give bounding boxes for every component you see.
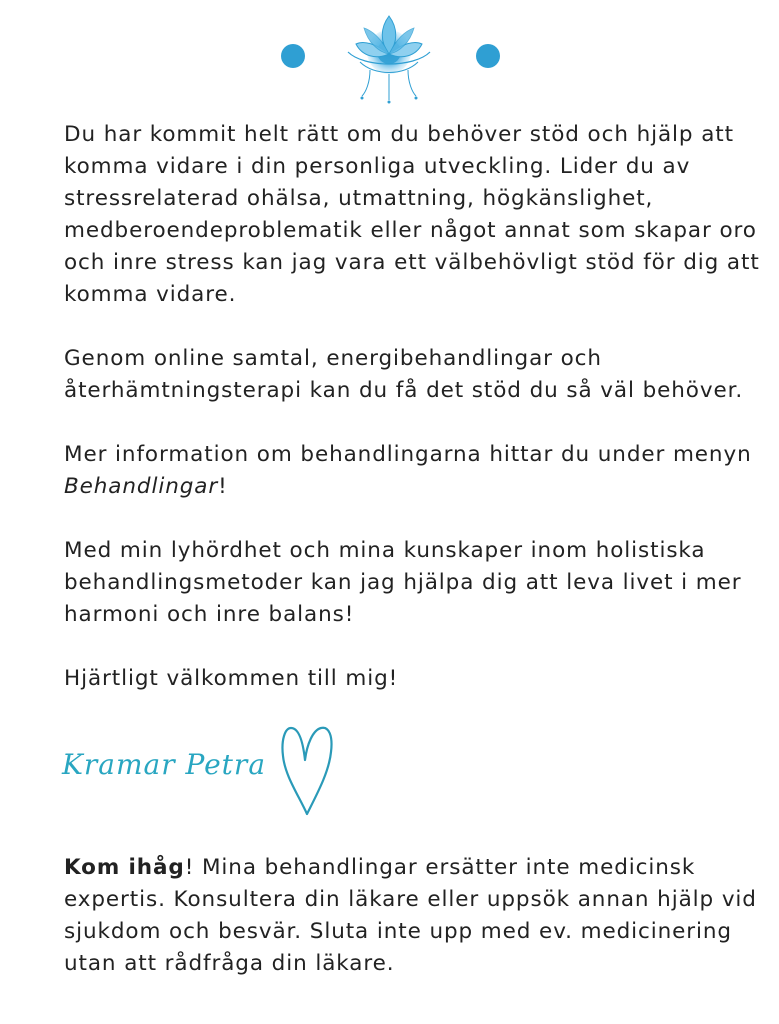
text-line: ! Mina behandlingar ersätter inte medicinsk [184, 855, 696, 880]
text-line: Du har kommit helt rätt om du behöver stöd och hjälp att [64, 122, 734, 147]
behandlingar-menu-reference: Behandlingar [64, 474, 219, 499]
text-line: Genom online samtal, energibehandlingar och [64, 346, 602, 371]
main-text [64, 119, 764, 695]
text-line: komma vidare. [64, 282, 237, 307]
text-line: harmoni och inre balans! [64, 602, 355, 627]
text-line: komma vidare i din personliga utveckling. Lider du av [64, 154, 691, 179]
text-line: Mer information om behandlingarna hittar du under menyn [64, 442, 752, 467]
signature-text: Kramar Petra [62, 748, 267, 781]
text-line: medberoendeproblematik eller något annat som skapar oro [64, 218, 757, 243]
disclaimer [64, 852, 764, 980]
text-line: återhämtningsterapi kan du få det stöd du så väl behöver. [64, 378, 744, 403]
text-line: Med min lyhördhet och mina kunskaper inom holistiska [64, 538, 706, 563]
paragraph-intro [64, 119, 764, 311]
text-line: sjukdom och besvär. Sluta inte upp med ev. medicinering [64, 919, 732, 944]
decor-dot-right [476, 44, 500, 68]
decor-dot-left [281, 44, 305, 68]
paragraph-services [64, 343, 764, 407]
paragraph-welcome [64, 663, 764, 695]
text-line: Hjärtligt välkommen till mig! [64, 666, 399, 691]
disclaimer-label: Kom ihåg [64, 855, 185, 880]
text-line: utan att rådfråga din läkare. [64, 951, 395, 976]
text-line: behandlingsmetoder kan jag hjälpa dig att leva livet i mer [64, 570, 742, 595]
text-line: stressrelaterad ohälsa, utmattning, högkänslighet, [64, 186, 654, 211]
text-line: och inre stress kan jag vara ett välbehövligt stöd för dig att [64, 250, 760, 275]
text-punct: ! [218, 474, 228, 499]
header [0, 8, 779, 104]
paragraph-skills [64, 535, 764, 631]
lotus-icon [340, 8, 438, 104]
paragraph-more-info [64, 439, 764, 503]
heart-icon [277, 722, 339, 820]
text-line: expertis. Konsultera din läkare eller uppsök annan hjälp vid [64, 887, 757, 912]
